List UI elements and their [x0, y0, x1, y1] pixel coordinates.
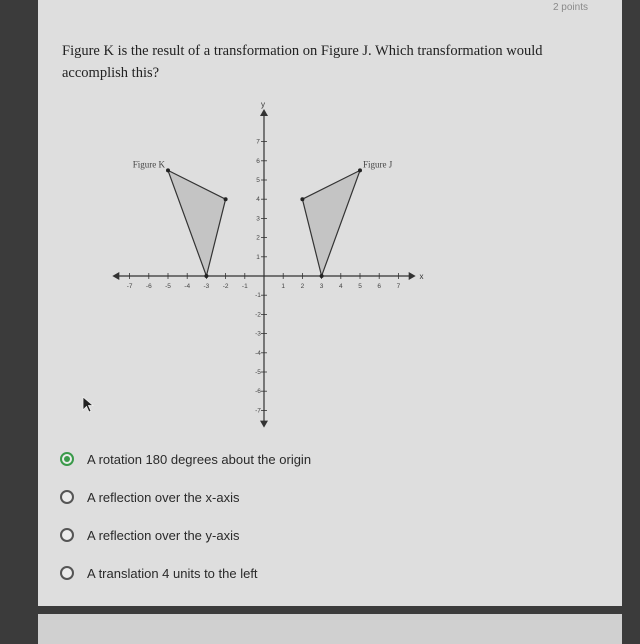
x-axis-arrow-right — [409, 272, 416, 280]
mouse-cursor-icon — [82, 396, 96, 414]
y-tick-label: 2 — [256, 234, 260, 242]
y-tick-label: 1 — [256, 253, 260, 261]
next-question-card — [38, 614, 622, 644]
figure-j-triangle-vertex — [320, 274, 324, 278]
radio-button-3[interactable] — [60, 528, 74, 542]
x-tick-label: 1 — [281, 283, 286, 290]
option-label-4: A translation 4 units to the left — [87, 565, 258, 581]
points-label: 2 points — [552, 2, 588, 13]
figure-j-triangle — [302, 170, 360, 276]
x-tick-label: -5 — [165, 283, 171, 290]
x-tick-label: 2 — [300, 283, 305, 290]
option-translation-left[interactable] — [60, 554, 311, 592]
y-tick-label: 7 — [256, 138, 260, 146]
y-tick-label: -3 — [255, 330, 261, 338]
y-tick-label: -4 — [255, 349, 261, 357]
figure-k-label: Figure K — [132, 159, 165, 170]
x-tick-label: -7 — [126, 283, 133, 290]
coordinate-graph — [100, 99, 430, 430]
question-text: Figure K is the result of a transformation on Figure J. Which transformation would accomplish this? — [62, 43, 543, 81]
y-axis-label: y — [261, 99, 265, 109]
x-axis-arrow-left — [112, 272, 119, 280]
x-tick-label: -3 — [203, 283, 210, 290]
y-tick-label: -6 — [255, 388, 261, 396]
option-label-1: A rotation 180 degrees about the origin — [87, 451, 312, 467]
radio-button-2[interactable] — [60, 490, 74, 504]
x-tick-label: 4 — [338, 283, 343, 290]
y-tick-label: 4 — [256, 196, 260, 204]
x-tick-label: 6 — [377, 283, 382, 290]
x-tick-label: -1 — [241, 283, 248, 290]
answer-options — [60, 440, 311, 592]
y-tick-label: 6 — [256, 157, 260, 165]
option-reflection-x-axis[interactable] — [60, 478, 311, 516]
option-rotation-180[interactable] — [60, 440, 311, 478]
figure-k-triangle — [168, 170, 226, 276]
option-reflection-y-axis[interactable] — [60, 516, 311, 554]
y-axis-arrow-up — [260, 109, 268, 116]
y-tick-label: -5 — [255, 369, 261, 376]
y-tick-label: -7 — [255, 407, 261, 415]
option-label-3: A reflection over the y-axis — [87, 527, 240, 543]
figure-j-triangle-vertex — [358, 168, 362, 172]
x-tick-label: -4 — [184, 283, 191, 290]
figure-j-label: Figure J — [363, 159, 393, 170]
y-tick-label: -1 — [255, 292, 261, 300]
x-tick-label: 3 — [319, 283, 324, 290]
radio-button-1[interactable] — [60, 452, 74, 466]
y-tick-label: -2 — [255, 311, 261, 319]
option-label-2: A reflection over the x-axis — [87, 489, 240, 505]
radio-button-4[interactable] — [60, 566, 74, 580]
figure-j-triangle-vertex — [300, 197, 304, 201]
y-tick-label: 5 — [256, 177, 260, 184]
x-tick-label: 7 — [396, 283, 401, 290]
y-tick-label: 3 — [256, 215, 260, 223]
x-axis-label: x — [419, 272, 424, 281]
x-tick-label: 5 — [358, 283, 362, 290]
figure-k-triangle-vertex — [204, 274, 208, 278]
figure-k-triangle-vertex — [224, 197, 228, 201]
figure-k-triangle-vertex — [166, 168, 170, 172]
y-axis-arrow-down — [260, 421, 268, 428]
x-tick-label: -6 — [145, 283, 152, 290]
x-tick-label: -2 — [222, 283, 229, 290]
